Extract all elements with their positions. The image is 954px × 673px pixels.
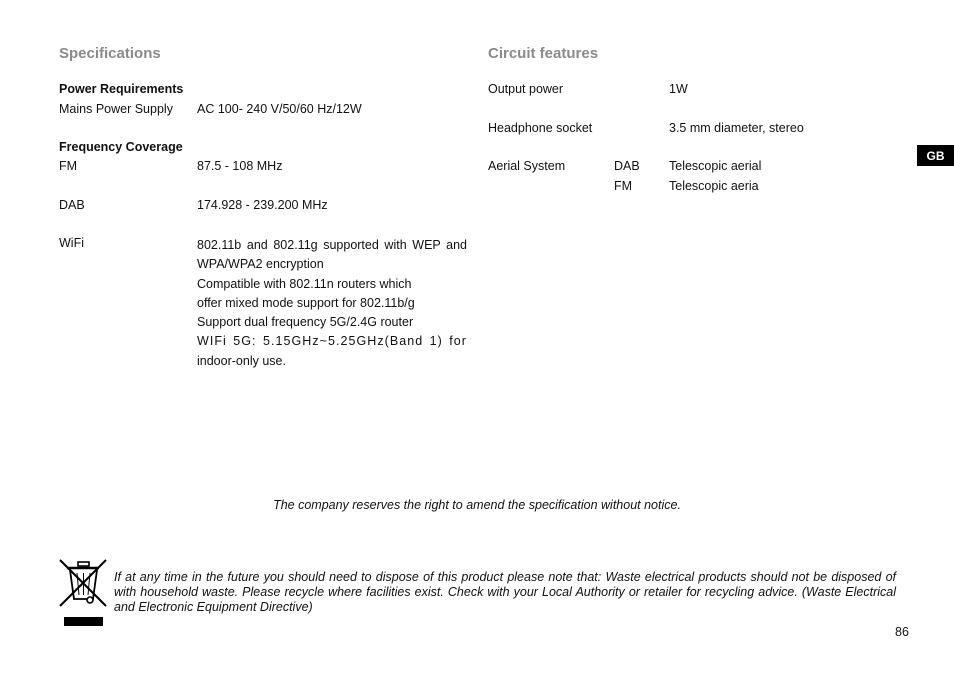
wifi-label: WiFi <box>59 236 84 250</box>
specifications-heading: Specifications <box>59 45 161 62</box>
wifi-description <box>197 236 467 371</box>
specification-notice: The company reserves the right to amend the specification without notice. <box>273 498 681 512</box>
aerial-dab-value: Telescopic aerial <box>669 159 762 173</box>
wifi-line: indoor-only use. <box>197 353 286 368</box>
headphone-socket-value: 3.5 mm diameter, stereo <box>669 121 804 135</box>
wifi-line: offer mixed mode support for 802.11b/g <box>197 295 415 310</box>
weee-crossed-bin-icon <box>57 557 109 629</box>
fm-value: 87.5 - 108 MHz <box>197 159 283 173</box>
wifi-line: 802.11b and 802.11g supported with WEP and <box>197 238 467 252</box>
recycling-notice: If at any time in the future you should need to dispose of this product please note that: Waste electrical products should not be disposed of with household waste. Please recycle where facilities exist. Check with your Local Authority or retailer for recycling advice. (Waste Electrical and Electronic Equipment Directive) <box>114 570 896 615</box>
circuit-features-heading: Circuit features <box>488 45 599 62</box>
headphone-socket-label: Headphone socket <box>488 121 593 135</box>
wifi-line: Support dual frequency 5G/2.4G router <box>197 315 414 330</box>
mains-power-value: AC 100- 240 V/50/60 Hz/12W <box>197 102 362 116</box>
aerial-fm-label: FM <box>614 179 633 193</box>
mains-power-label: Mains Power Supply <box>59 102 173 116</box>
dab-value: 174.928 - 239.200 MHz <box>197 198 328 212</box>
language-tab-label: GB <box>926 148 945 163</box>
wifi-line: WPA/WPA2 encryption <box>197 257 324 272</box>
language-tab <box>917 145 954 166</box>
power-requirements-heading: Power Requirements <box>59 82 184 96</box>
aerial-system-label: Aerial System <box>488 159 566 173</box>
frequency-coverage-heading: Frequency Coverage <box>59 140 183 154</box>
dab-label: DAB <box>59 198 85 212</box>
aerial-fm-value: Telescopic aeria <box>669 179 759 193</box>
output-power-label: Output power <box>488 82 564 96</box>
wifi-line: Compatible with 802.11n routers which <box>197 276 412 291</box>
output-power-value: 1W <box>669 82 688 96</box>
page-number: 86 <box>895 625 909 639</box>
wifi-line: WIFi 5G: 5.15GHz~5.25GHz(Band 1) for <box>197 334 467 349</box>
aerial-dab-label: DAB <box>614 159 640 173</box>
fm-label: FM <box>59 159 78 173</box>
